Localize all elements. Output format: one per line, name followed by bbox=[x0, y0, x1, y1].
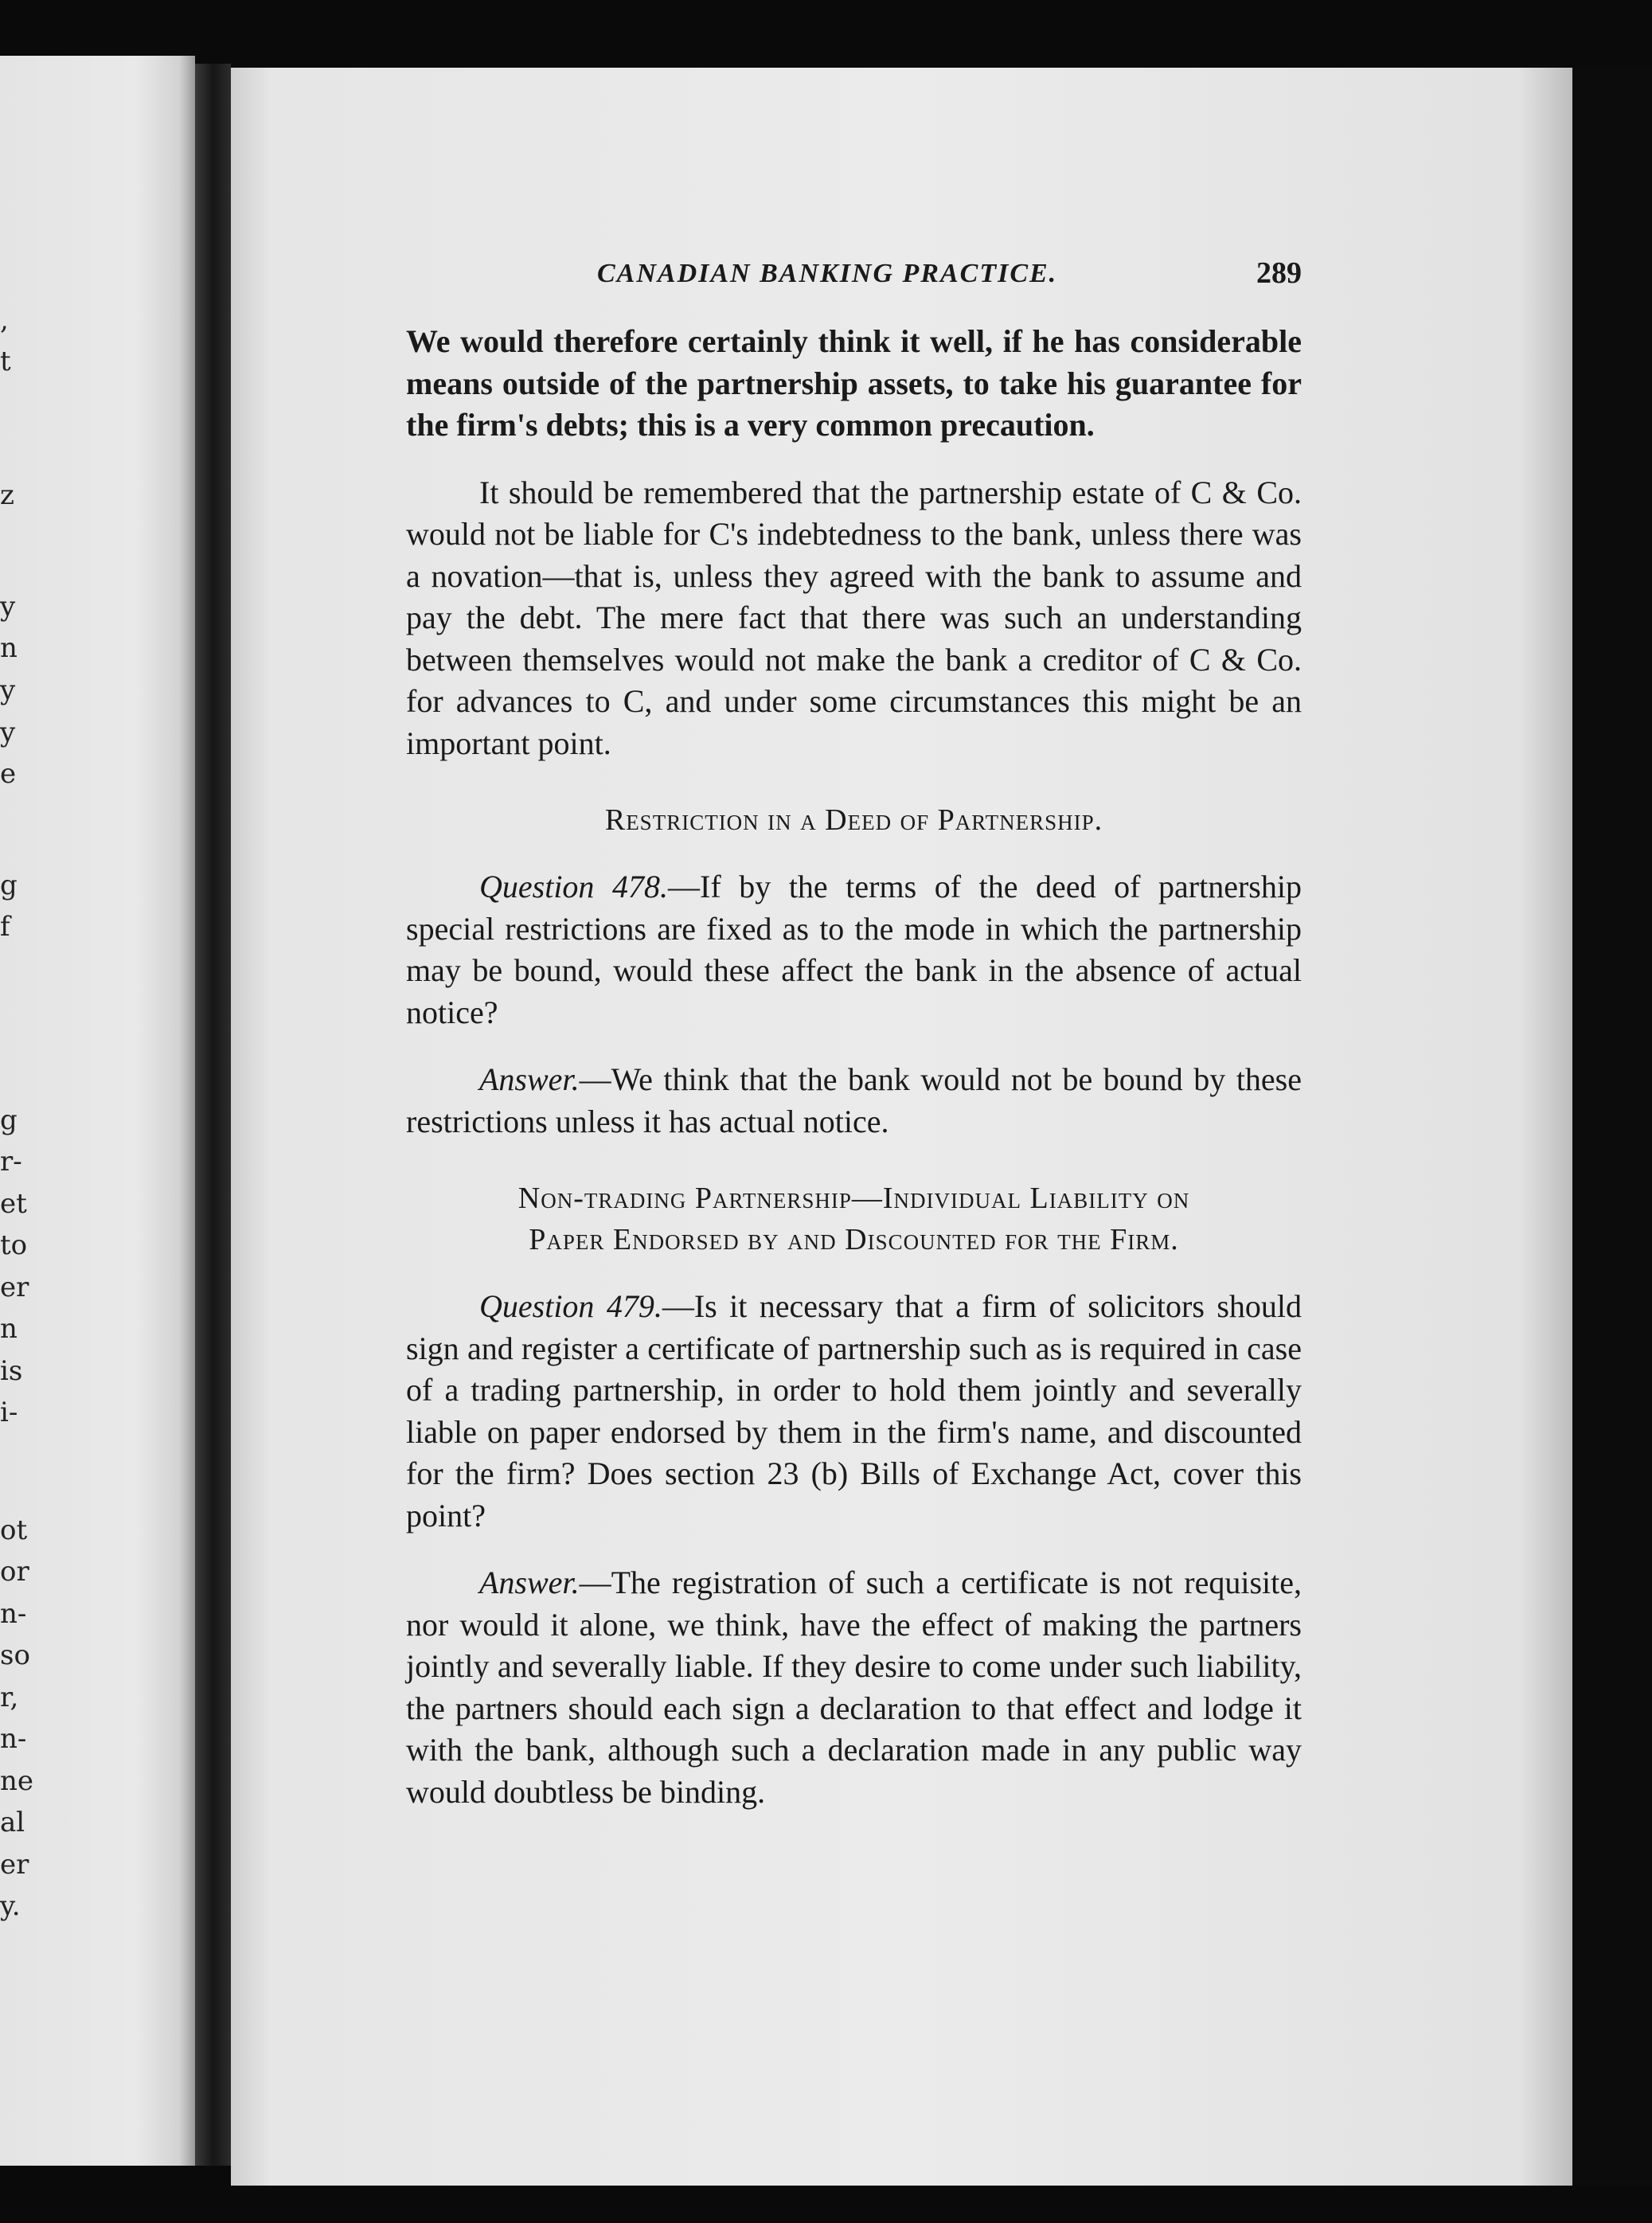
left-page-fragment: e bbox=[0, 758, 17, 790]
answer-text: —The registration of such a certificate is not requisite, nor would it alone, we think, have the effect of making the partners jointly and severally liable. If they desire to come under such liability, the partners should each sign a declaration to that effect and lodge it with the bank, although such a declaration made in any public way would doubtless be binding. bbox=[406, 1565, 1302, 1810]
question-label: Question 478. bbox=[479, 869, 669, 904]
page-number: 289 bbox=[1256, 256, 1302, 290]
scan-right-edge bbox=[1572, 68, 1652, 2186]
left-page-fragment: so bbox=[0, 1639, 30, 1671]
section-heading-restriction: Restriction in a Deed of Partnership. bbox=[604, 803, 1103, 837]
answer-text: —We think that the bank would not be bound by these restrictions unless it has actual notice. bbox=[406, 1061, 1302, 1139]
paragraph-novation: It should be remembered that the partnership estate of C & Co. would not be liable for C's indebtedness to the bank, unless there was a novation—that is, unless they agreed with the bank to assume and pay the debt. The mere fact that there was such an understanding between themselves would not make the bank a creditor of C & Co. for advances to C, and under some circumstances this might be an important point. bbox=[406, 474, 1302, 761]
question-478 bbox=[406, 866, 1302, 1033]
running-title: CANADIAN BANKING PRACTICE. bbox=[597, 259, 1058, 288]
left-page-fragment: n- bbox=[0, 1723, 27, 1755]
question-479 bbox=[406, 1286, 1302, 1537]
left-page-fragment: y bbox=[0, 591, 16, 623]
section-heading-non-trading-line1: Non-trading Partnership—Individual Liability on bbox=[517, 1182, 1190, 1215]
left-page-fragment: r- bbox=[0, 1146, 22, 1178]
left-page-fragment: n- bbox=[0, 1598, 27, 1630]
left-page-fragment: to bbox=[0, 1229, 28, 1261]
left-page-fragment: i- bbox=[0, 1397, 18, 1428]
answer-478 bbox=[406, 1059, 1302, 1143]
left-page-fragment: y bbox=[0, 717, 16, 748]
left-page-fragment: t bbox=[0, 346, 11, 377]
question-text: —If by the terms of the deed of partnership special restrictions are fixed as to the mode in which the partnership may be bound, would these affect the bank in the absence of actual notice? bbox=[406, 869, 1302, 1030]
answer-label: Answer. bbox=[479, 1565, 580, 1600]
book-gutter bbox=[195, 64, 231, 2166]
left-page-fragment: f bbox=[0, 911, 10, 943]
left-page-fragment: or bbox=[0, 1556, 29, 1588]
question-label: Question 479. bbox=[479, 1288, 662, 1324]
left-page-fragment: , bbox=[0, 304, 9, 336]
left-page bbox=[0, 56, 195, 2166]
left-page-text-fragments bbox=[0, 56, 195, 2166]
answer-479 bbox=[406, 1562, 1302, 1813]
left-page-fragment: is bbox=[0, 1355, 23, 1387]
left-page-fragment: et bbox=[0, 1188, 27, 1220]
question-text: —Is it necessary that a firm of solicitors should sign and register a certificate of partnership such as is required in case of a trading partnership, in order to hold them jointly and severally liable on paper endorsed by them in the firm's name, and discounted for the firm? Does section 23 (b) Bills of Exchange Act, cover this point? bbox=[406, 1288, 1302, 1533]
running-head bbox=[406, 256, 1302, 307]
left-page-fragment: g bbox=[0, 1104, 18, 1136]
right-page bbox=[231, 68, 1572, 2186]
left-page-fragment: y bbox=[0, 674, 16, 706]
left-page-fragment: ot bbox=[0, 1514, 28, 1546]
left-page-fragment: n bbox=[0, 632, 18, 664]
left-page-fragment: er bbox=[0, 1272, 29, 1303]
left-page-fragment: y. bbox=[0, 1890, 21, 1922]
page-text-block bbox=[406, 256, 1302, 1813]
left-page-fragment: ne bbox=[0, 1765, 34, 1797]
paragraph-guarantee: We would therefore certainly think it well, if he has considerable means outside of the partnership assets, to take his guarantee for the firm's debts; this is a very common precaution. bbox=[406, 323, 1302, 443]
left-page-fragment: al bbox=[0, 1807, 25, 1838]
left-page-fragment: n bbox=[0, 1313, 18, 1345]
section-heading-non-trading-line2: Paper Endorsed by and Discounted for the Firm. bbox=[529, 1223, 1179, 1256]
left-page-fragment: g bbox=[0, 869, 18, 901]
left-page-fragment: er bbox=[0, 1849, 29, 1881]
answer-label: Answer. bbox=[479, 1061, 580, 1097]
left-page-fragment: z bbox=[0, 479, 14, 511]
left-page-fragment: r, bbox=[0, 1682, 19, 1713]
